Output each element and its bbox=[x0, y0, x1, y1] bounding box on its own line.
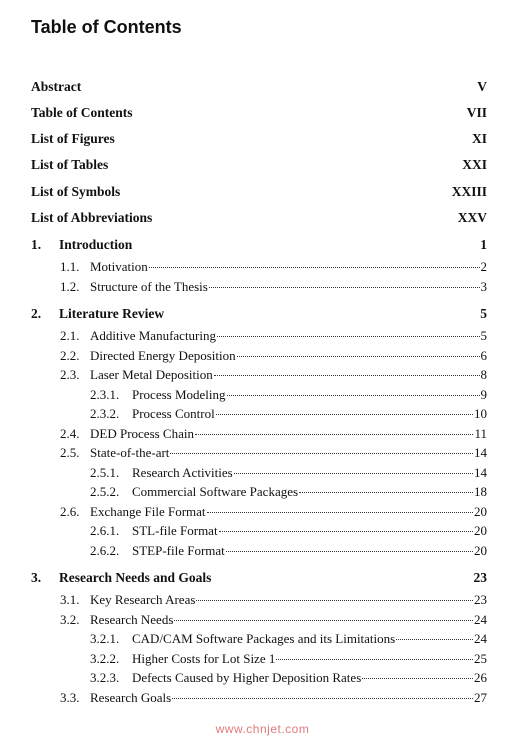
toc-number: 2.6.2. bbox=[90, 543, 120, 558]
toc-number: 3. bbox=[31, 570, 42, 585]
toc-page-number: VII bbox=[466, 105, 487, 120]
toc-entry-table-of-contents[interactable] bbox=[31, 104, 487, 122]
toc-entry-title: Process Modeling bbox=[132, 387, 226, 402]
toc-leader bbox=[196, 600, 473, 601]
toc-entry-title: Motivation bbox=[90, 259, 148, 274]
toc-entry-title: Additive Manufacturing bbox=[90, 328, 216, 343]
toc-leader bbox=[174, 620, 473, 621]
toc-entry-title: Directed Energy Deposition bbox=[90, 348, 236, 363]
toc-page-number: 23 bbox=[473, 570, 487, 585]
toc-entry-title: Table of Contents bbox=[31, 105, 133, 120]
toc-entry-title: State-of-the-art bbox=[90, 445, 170, 460]
toc-leader bbox=[227, 395, 480, 396]
toc-chapter-literature-review[interactable] bbox=[31, 305, 487, 323]
toc-page-number: XXIII bbox=[451, 184, 487, 199]
toc-subsection-process-control[interactable] bbox=[90, 405, 487, 423]
toc-leader bbox=[216, 414, 473, 415]
toc-chapter-introduction[interactable] bbox=[31, 236, 487, 254]
toc-entry-title: STL-file Format bbox=[132, 523, 218, 538]
toc-page-number: 24 bbox=[474, 612, 487, 627]
toc-subsection-cad-cam-software-packages[interactable] bbox=[90, 630, 487, 648]
toc-section-research-goals[interactable] bbox=[60, 689, 487, 707]
toc-number: 3.2.2. bbox=[90, 651, 120, 666]
toc-page-number: 8 bbox=[480, 367, 487, 382]
toc-page-number: 25 bbox=[474, 651, 487, 666]
toc-subsection-process-modeling[interactable] bbox=[90, 386, 487, 404]
toc-entry-title: Key Research Areas bbox=[90, 592, 196, 607]
toc-leader bbox=[195, 434, 473, 435]
toc-leader bbox=[209, 287, 480, 288]
toc-leader bbox=[172, 698, 473, 699]
toc-section-ded-process-chain[interactable] bbox=[60, 425, 487, 443]
toc-subsection-higher-costs-lot-size[interactable] bbox=[90, 650, 487, 668]
toc-leader bbox=[219, 531, 473, 532]
toc-number: 1. bbox=[31, 237, 42, 252]
toc-entry-title: DED Process Chain bbox=[90, 426, 194, 441]
toc-entry-title: Abstract bbox=[31, 79, 82, 94]
toc-number: 2.5.1. bbox=[90, 465, 120, 480]
toc-page-number: 18 bbox=[474, 484, 487, 499]
toc-number: 2.3. bbox=[60, 367, 80, 382]
toc-number: 2.5. bbox=[60, 445, 80, 460]
toc-entry-title: List of Figures bbox=[31, 131, 115, 146]
toc-entry-title: Research Needs and Goals bbox=[59, 570, 212, 585]
toc-entry-abstract[interactable] bbox=[31, 78, 487, 96]
toc-number: 1.2. bbox=[60, 279, 80, 294]
toc-number: 3.2. bbox=[60, 612, 80, 627]
toc-leader bbox=[170, 453, 473, 454]
toc-subsection-research-activities[interactable] bbox=[90, 464, 487, 482]
toc-page-number: 14 bbox=[474, 445, 487, 460]
toc-number: 1.1. bbox=[60, 259, 80, 274]
toc-entry-list-of-tables[interactable] bbox=[31, 156, 487, 174]
toc-page-number: 5 bbox=[480, 306, 487, 321]
toc-number: 2.3.2. bbox=[90, 406, 120, 421]
toc-number: 2. bbox=[31, 306, 42, 321]
toc-entry-title: Research Goals bbox=[90, 690, 172, 705]
toc-page-number: 6 bbox=[480, 348, 487, 363]
toc-subsection-commercial-software-packages[interactable] bbox=[90, 483, 487, 501]
toc-page-number: 1 bbox=[480, 237, 487, 252]
toc-entry-title: Exchange File Format bbox=[90, 504, 206, 519]
toc-page-number: 11 bbox=[474, 426, 487, 441]
toc-page-number: 14 bbox=[474, 465, 487, 480]
toc-page-number: V bbox=[477, 79, 487, 94]
toc-entry-title: STEP-file Format bbox=[132, 543, 225, 558]
toc-page-number: 10 bbox=[474, 406, 487, 421]
toc-page-number: XI bbox=[471, 131, 487, 146]
toc-section-motivation[interactable] bbox=[60, 258, 487, 276]
toc-section-state-of-the-art[interactable] bbox=[60, 444, 487, 462]
toc-number: 3.2.3. bbox=[90, 670, 120, 685]
toc-page-number: 26 bbox=[474, 670, 487, 685]
toc-leader bbox=[276, 659, 473, 660]
toc-leader bbox=[362, 678, 473, 679]
toc-entry-title: Introduction bbox=[59, 237, 133, 252]
toc-page-number: 24 bbox=[474, 631, 487, 646]
toc-number: 2.6.1. bbox=[90, 523, 120, 538]
toc-entry-title: Defects Caused by Higher Deposition Rates bbox=[132, 670, 362, 685]
toc-leader bbox=[207, 512, 473, 513]
toc-page-number: 3 bbox=[480, 279, 487, 294]
toc-leader bbox=[234, 473, 473, 474]
toc-number: 2.4. bbox=[60, 426, 80, 441]
toc-section-exchange-file-format[interactable] bbox=[60, 503, 487, 521]
toc-number: 3.2.1. bbox=[90, 631, 120, 646]
toc-section-structure-of-the-thesis[interactable] bbox=[60, 278, 487, 296]
toc-entry-title: Research Needs bbox=[90, 612, 174, 627]
toc-section-key-research-areas[interactable] bbox=[60, 591, 487, 609]
toc-page-number: 5 bbox=[480, 328, 487, 343]
toc-subsection-step-file-format[interactable] bbox=[90, 542, 487, 560]
toc-entry-title: List of Abbreviations bbox=[31, 210, 153, 225]
watermark-text: www.chnjet.com bbox=[215, 722, 310, 736]
toc-page-number: XXV bbox=[457, 210, 487, 225]
toc-leader bbox=[217, 336, 480, 337]
toc-page-number: 27 bbox=[474, 690, 487, 705]
toc-entry-list-of-figures[interactable] bbox=[31, 130, 487, 148]
toc-page-number: 9 bbox=[480, 387, 487, 402]
toc-entry-title: Commercial Software Packages bbox=[132, 484, 299, 499]
toc-page-number: 20 bbox=[474, 543, 487, 558]
toc-section-research-needs[interactable] bbox=[60, 611, 487, 629]
toc-leader bbox=[299, 492, 473, 493]
toc-number: 2.3.1. bbox=[90, 387, 120, 402]
toc-leader bbox=[149, 267, 480, 268]
toc-entry-list-of-symbols[interactable] bbox=[31, 183, 487, 201]
toc-entry-title: Literature Review bbox=[59, 306, 165, 321]
toc-entry-title: Process Control bbox=[132, 406, 215, 421]
toc-entry-title: List of Tables bbox=[31, 157, 109, 172]
toc-section-additive-manufacturing[interactable] bbox=[60, 327, 487, 345]
toc-leader bbox=[226, 551, 473, 552]
toc-page-number: 2 bbox=[480, 259, 487, 274]
toc-entry-title: List of Symbols bbox=[31, 184, 121, 199]
toc-subsection-defects-deposition-rates[interactable] bbox=[90, 669, 487, 687]
toc-entry-title: CAD/CAM Software Packages and its Limitations bbox=[132, 631, 396, 646]
toc-page-number: 20 bbox=[474, 523, 487, 538]
toc-leader bbox=[396, 639, 473, 640]
toc-leader bbox=[237, 356, 480, 357]
page-title: Table of Contents bbox=[31, 17, 182, 37]
toc-number: 2.5.2. bbox=[90, 484, 120, 499]
toc-entry-title: Higher Costs for Lot Size 1 bbox=[132, 651, 276, 666]
toc-number: 3.1. bbox=[60, 592, 80, 607]
toc-number: 2.2. bbox=[60, 348, 80, 363]
toc-leader bbox=[214, 375, 480, 376]
toc-number: 2.1. bbox=[60, 328, 80, 343]
toc-section-directed-energy-deposition[interactable] bbox=[60, 347, 487, 365]
toc-page-number: 23 bbox=[474, 592, 487, 607]
toc-number: 3.3. bbox=[60, 690, 80, 705]
toc-entry-title: Research Activities bbox=[132, 465, 233, 480]
toc-page-number: 20 bbox=[474, 504, 487, 519]
toc-entry-title: Laser Metal Deposition bbox=[90, 367, 213, 382]
toc-section-laser-metal-deposition[interactable] bbox=[60, 366, 487, 384]
toc-number: 2.6. bbox=[60, 504, 80, 519]
toc-page-number: XXI bbox=[462, 157, 487, 172]
toc-subsection-stl-file-format[interactable] bbox=[90, 522, 487, 540]
toc-entry-title: Structure of the Thesis bbox=[90, 279, 208, 294]
toc-entry-list-of-abbreviations[interactable] bbox=[31, 209, 487, 227]
toc-chapter-research-needs-and-goals[interactable] bbox=[31, 569, 487, 587]
